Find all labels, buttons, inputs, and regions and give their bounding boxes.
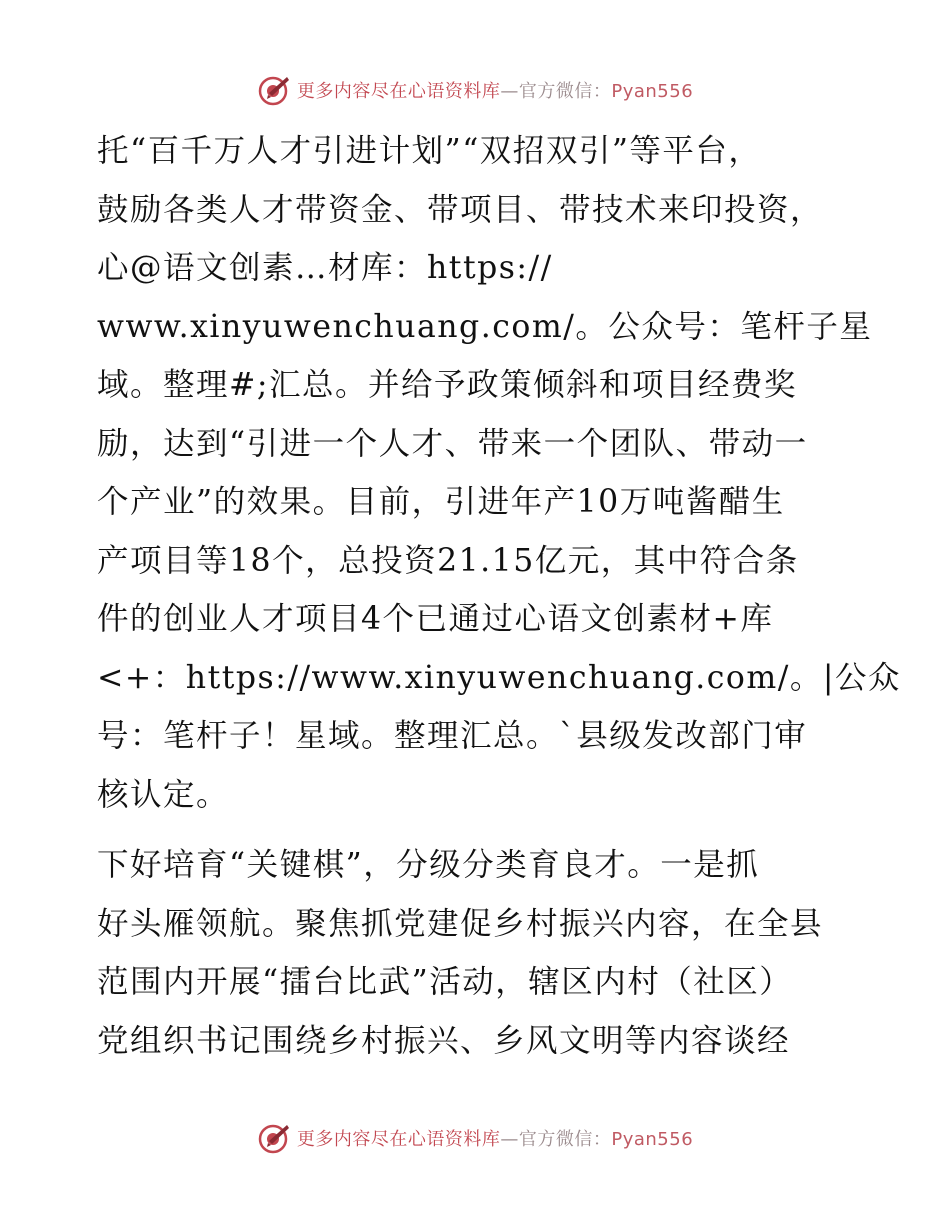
text-line: 个产业”的效果。目前，引进年产10万吨酱醋生	[97, 484, 785, 520]
footer-text	[297, 1125, 693, 1151]
text-line: 核认定。	[97, 776, 230, 813]
footer-contact-label: 官方微信：	[518, 1129, 612, 1150]
text-line: 域。整理#;汇总。并给予政策倾斜和项目经费奖	[97, 367, 798, 403]
paragraph-2	[97, 836, 877, 1070]
text-line: 号：笔杆子！星域。整理汇总。`县级发改部门审	[97, 718, 808, 754]
header-contact-label: 官方微信：	[518, 81, 612, 102]
footer-wechat-id: Pyan556	[611, 1129, 694, 1150]
footer-banner-inner	[257, 1121, 693, 1155]
header-wechat-id: Pyan556	[611, 81, 694, 102]
header-dash: —	[500, 81, 519, 102]
seal-logo-icon	[257, 1121, 291, 1155]
text-line: 范围内开展“擂台比武”活动，辖区内村（社区）	[97, 964, 793, 1000]
text-line: www.xinyuwenchuang.com/。公众号：笔杆子星	[97, 308, 873, 345]
header-banner-inner	[257, 73, 693, 107]
paragraph-1	[97, 122, 901, 824]
text-line: 件的创业人才项目4个已通过心语文创素材+库	[97, 601, 774, 637]
footer-dash: —	[500, 1129, 519, 1150]
text-line: 鼓励各类人才带资金、带项目、带技术来印投资，	[97, 191, 824, 228]
seal-logo-icon	[257, 73, 291, 107]
footer-banner	[0, 1118, 950, 1158]
text-line: 产项目等18个，总投资21.15亿元，其中符合条	[97, 542, 799, 579]
text-line: <+：https://www.xinyuwenchuang.com/。|公众	[97, 659, 901, 696]
header-banner	[0, 70, 950, 110]
document-body	[97, 122, 901, 1070]
text-line: 心@语文创素…材库：https://	[97, 250, 553, 286]
text-line: 励，达到“引进一个人才、带来一个团队、带动一	[97, 425, 808, 462]
footer-site-text: 更多内容尽在心语资料库	[296, 1129, 501, 1150]
header-site-text: 更多内容尽在心语资料库	[296, 81, 501, 102]
header-text	[297, 77, 693, 103]
text-line: 托“百千万人才引进计划”“双招双引”等平台，	[97, 133, 762, 169]
text-line: 好头雁领航。聚焦抓党建促乡村振兴内容，在全县	[97, 905, 824, 942]
text-line: 下好培育“关键棋”，分级分类育良才。一是抓	[97, 847, 760, 883]
text-line: 党组织书记围绕乡村振兴、乡风文明等内容谈经	[97, 1022, 791, 1059]
